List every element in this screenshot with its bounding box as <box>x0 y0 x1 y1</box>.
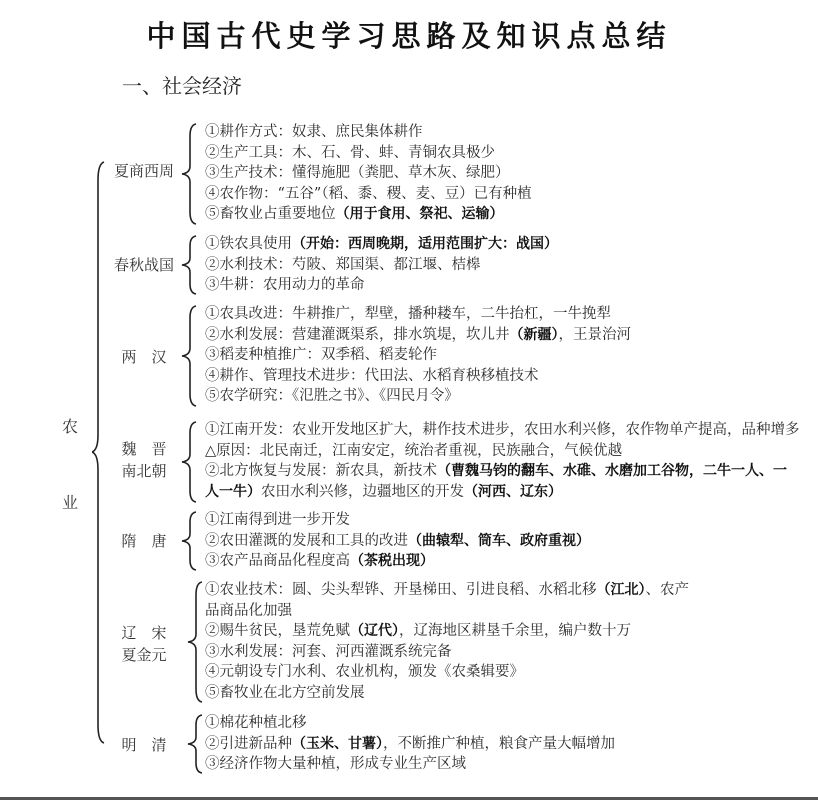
list-item: ①铁农具使用（开始：西周晚期，适用范围扩大：战国） <box>205 236 558 252</box>
period-label-chunqiu-zhanguo: 春秋战国 <box>113 256 174 274</box>
list-item: ⑤畜牧业占重要地位（用于食用、祭祀、运输） <box>205 206 504 222</box>
document-title: 中国古代史学习思路及知识点总结 <box>146 19 672 53</box>
period-items-liao-song-xia-jin-yuan <box>205 580 689 703</box>
list-item: ①江南开发：农业开发地区扩大，耕作技术进步，农田水利兴修，农作物单产提高，品种增多 <box>205 422 800 438</box>
list-item: ③牛耕：农用动力的革命 <box>205 277 365 293</box>
brace-icon <box>180 420 198 504</box>
period-items-ming-qing <box>205 713 615 775</box>
list-item: ④元朝设专门水利、农业机构，颁发《农桑辑要》 <box>205 664 524 680</box>
period-items-xia-shang-zhou <box>205 122 532 225</box>
list-item: ①棉花种植北移 <box>205 715 307 731</box>
period-label-line2: 南北朝 <box>121 462 167 480</box>
section-heading: 一、社会经济 <box>122 74 242 98</box>
list-item: ③农产品商品化程度高（茶税出现） <box>205 553 434 569</box>
list-item: ①耕作方式：奴隶、庶民集体耕作 <box>205 124 423 140</box>
list-item: ②农田灌溉的发展和工具的改进（曲辕犁、筒车、政府重视） <box>205 532 590 549</box>
list-item: 人一牛）农田水利兴修，边疆地区的开发（河西、辽东） <box>205 483 562 500</box>
period-label-xia-shang-zhou: 夏商西周 <box>113 162 174 180</box>
period-items-sui-tang <box>205 510 590 572</box>
list-item: △原因：北民南迁，江南安定，统治者重视，民族融合，气候优越 <box>205 442 623 459</box>
list-item: ②生产工具：木、石、骨、蚌、青铜农具极少 <box>205 144 495 161</box>
period-label-line1: 魏 晋 <box>121 440 167 458</box>
list-item: ③水利发展：河套、河西灌溉系统完备 <box>205 643 452 660</box>
list-item: ②北方恢复与发展：新农具，新技术（曹魏马钧的翻车、水碓、水磨加工谷物，二牛一人、一 <box>205 463 787 479</box>
list-item: ⑤农学研究：《氾胜之书》、《四民月令》 <box>205 388 459 404</box>
list-item: ③生产技术：懂得施肥（粪肥、草木灰、绿肥） <box>205 165 510 181</box>
period-items-wei-jin-nanbei <box>205 420 800 502</box>
list-item: ④农作物：“五谷”（稻、黍、稷、麦、豆）已有种植 <box>205 185 532 202</box>
brace-icon <box>180 304 198 408</box>
list-item: ①江南得到进一步开发 <box>205 512 350 528</box>
category-label-top: 农 <box>62 417 79 436</box>
list-item: 品商品化加强 <box>205 602 292 619</box>
list-item: ③稻麦种植推广：双季稻、稻麦轮作 <box>205 347 437 363</box>
brace-icon <box>180 122 198 226</box>
brace-icon <box>180 234 198 296</box>
brace-icon <box>180 510 198 572</box>
list-item: ③经济作物大量种植，形成专业生产区域 <box>205 756 466 772</box>
period-label-sui-tang: 隋 唐 <box>121 532 167 550</box>
period-label-line2: 夏金元 <box>121 646 167 664</box>
period-label-han: 两 汉 <box>121 348 167 366</box>
period-label-wei-jin-nanbei <box>108 438 180 482</box>
list-item: ⑤畜牧业在北方空前发展 <box>205 684 365 701</box>
brace-icon <box>186 713 204 775</box>
period-label-line1: 辽 宋 <box>121 624 167 642</box>
period-items-han <box>205 304 631 407</box>
category-label-bottom: 业 <box>62 493 79 512</box>
period-items-chunqiu-zhanguo <box>205 234 558 296</box>
list-item: ④耕作、管理技术进步：代田法、水稻育秧移植技术 <box>205 367 539 384</box>
list-item: ②水利发展：营建灌溉渠系，排水筑堤，坎儿井（新疆），王景治河 <box>205 326 631 343</box>
period-label-liao-song-xia-jin-yuan <box>108 622 180 666</box>
brace-icon <box>186 580 204 704</box>
list-item: ①农具改进：牛耕推广，犁壁，播种耧车，二牛抬杠，一牛挽犁 <box>205 306 611 322</box>
list-item: ②赐牛贫民，垦荒免赋（辽代），辽海地区耕垦千余里，编户数十万 <box>205 623 631 639</box>
list-item: ②水利技术：芍陂、郑国渠、都江堰、桔槔 <box>205 256 481 273</box>
list-item: ①农业技术：圆、尖头犁铧、开垦梯田、引进良稻、水稻北移（江北）、农产 <box>205 582 689 598</box>
list-item: ②引进新品种（玉米、甘薯），不断推广种植，粮食产量大幅增加 <box>205 735 615 752</box>
period-label-ming-qing: 明 清 <box>121 736 167 754</box>
main-brace-icon <box>92 160 106 745</box>
